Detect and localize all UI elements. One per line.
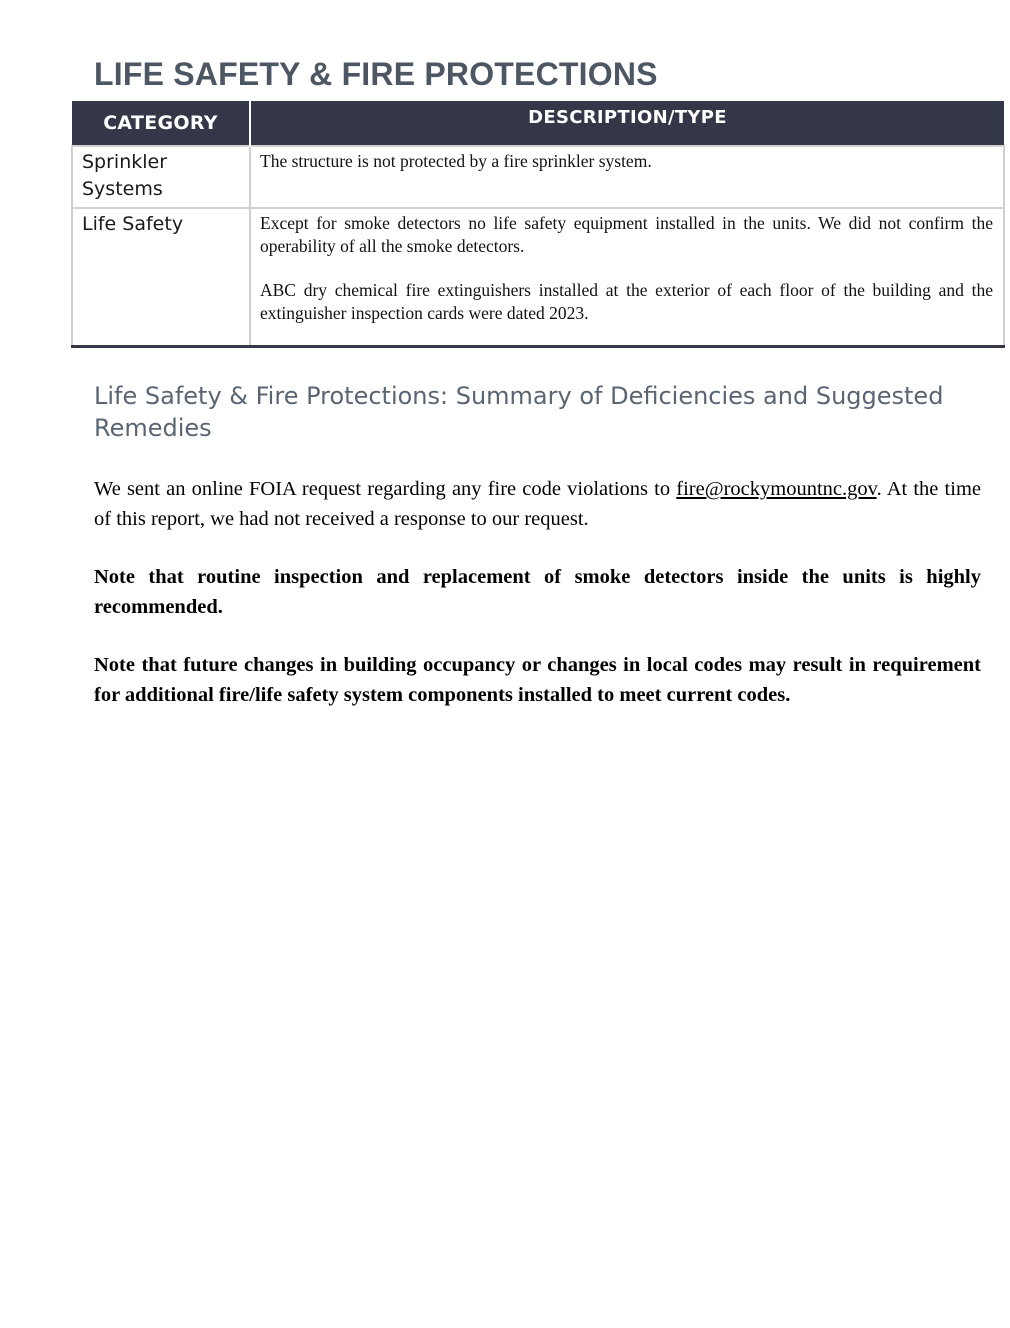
summary-heading: Life Safety & Fire Protections: Summary of Deficiencies and Suggested Remedies xyxy=(94,382,944,442)
category-cell: Life Safety xyxy=(72,208,250,347)
description-cell xyxy=(250,146,1004,208)
foia-text-after: . At the time of this report, we had not received a response to our request. xyxy=(94,478,981,530)
life-safety-table xyxy=(71,101,1005,348)
description-paragraph: Except for smoke detectors no life safety equipment installed in the units. We did not confirm the operability of all the smoke detectors. xyxy=(260,213,993,256)
code-changes-note: Note that future changes in building occupancy or changes in local codes may result in requirement for additional fire/life safety system components installed to meet current codes. xyxy=(94,654,981,706)
fire-email-link[interactable]: fire@rockymountnc.gov xyxy=(676,478,877,500)
description-paragraph: The structure is not protected by a fire sprinkler system. xyxy=(260,151,652,171)
table-row-sprinkler-systems xyxy=(72,146,1004,208)
foia-text-before: We sent an online FOIA request regarding any fire code violations to xyxy=(94,478,677,500)
page-title: LIFE SAFETY & FIRE PROTECTIONS xyxy=(94,56,658,92)
description-cell xyxy=(250,208,1004,347)
category-column-header: CATEGORY xyxy=(72,101,250,146)
foia-paragraph xyxy=(94,474,981,534)
description-column-header: DESCRIPTION/TYPE xyxy=(250,101,1004,146)
table-header-row xyxy=(72,101,1004,146)
category-cell: Sprinkler Systems xyxy=(72,146,250,208)
table-row-life-safety xyxy=(72,208,1004,347)
smoke-detector-note: Note that routine inspection and replacement of smoke detectors inside the units is highly recommended. xyxy=(94,566,981,618)
description-paragraph: ABC dry chemical fire extinguishers installed at the exterior of each floor of the building and the extinguisher inspection cards were dated 2023. xyxy=(260,280,993,323)
